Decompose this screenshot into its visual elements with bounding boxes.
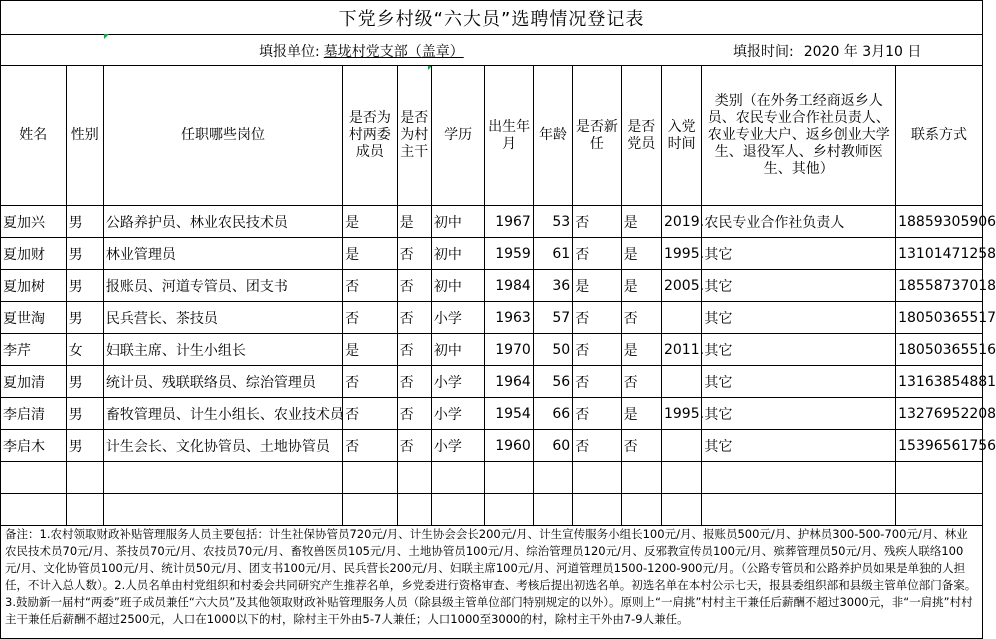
cell-education: 小学 bbox=[431, 398, 484, 430]
header-join-date: 入党时间 bbox=[661, 66, 701, 206]
header-row bbox=[1, 66, 983, 206]
cell-new bbox=[573, 462, 621, 494]
header-gender: 性别 bbox=[66, 66, 103, 206]
cell-category: 其它 bbox=[702, 334, 896, 366]
cell-name: 夏世淘 bbox=[1, 302, 67, 334]
filing-date-label: 填报时间: bbox=[733, 44, 794, 60]
cell-backbone: 否 bbox=[397, 302, 431, 334]
cell-committee bbox=[343, 462, 397, 494]
cell-join-date: 1995. bbox=[661, 238, 701, 270]
cell-positions: 计生会长、文化协管员、土地协管员 bbox=[103, 430, 342, 462]
cell-new: 否 bbox=[573, 366, 621, 398]
cell-party: 否 bbox=[621, 430, 661, 462]
cell-gender bbox=[66, 462, 103, 494]
cell-party: 否 bbox=[621, 302, 661, 334]
notes: 备注：1.农村领取财政补贴管理服务人员主要包括：计生社保协管员720元/月、计生协会会长200元/月、计生宣传服务小组长100元/月、报账员500元/月、护林员300-500-700元/月、林业农民技术员70元/月、茶技员70元/月、农技员70元/月、畜牧兽医员105元/月、土地协管员100元/月、综治管理员120元/月、反邪教宣传员100元/月、殡葬管理员50元/月、残疾人联络100元/月、文化协管员100元/月、统计员50元/月、团支书100元/月、民兵营长200元/月、妇联主席100元/月、河道管理员1500-1200-900元/月。（公路专管员和公路养护员如果是单独的人担任，不计入总人数）。2.人员名单由村党组织和村委会共同研究产生推荐名单，乡党委进行资格审查、考核后提出初选名单。初选名单在本村公示七天，报县委组织部和县级主管单位部门备案。3.鼓励新一届村“两委”班子成员兼任“六大员”及其他领取财政补贴管理服务人员（除县级主管单位部门特别规定的以外）。原则上“一肩挑”村村主干兼任后薪酬不超过3000元，非“一肩挑”村村主干兼任后薪酬不超过2500元，人口在1000以下的村，除村主干外由5-7人兼任；人口1000至3000的村，除村主干外由7-9人兼任。 bbox=[0, 522, 983, 639]
cell-join-date: 2005. bbox=[661, 270, 701, 302]
cell-birth: 1954 bbox=[485, 398, 533, 430]
header-backbone: 是否为村主干 bbox=[397, 66, 431, 206]
cell-category: 其它 bbox=[702, 302, 896, 334]
cell-gender: 男 bbox=[66, 238, 103, 270]
cell-category: 其它 bbox=[702, 238, 896, 270]
cell-join-date: 2011. bbox=[661, 334, 701, 366]
cell-phone: 18050365516 bbox=[896, 334, 983, 366]
cell-committee: 否 bbox=[343, 430, 397, 462]
cell-category: 其它 bbox=[702, 366, 896, 398]
cell-birth: 1963 bbox=[485, 302, 533, 334]
cell-gender: 男 bbox=[66, 302, 103, 334]
cell-join-date bbox=[661, 302, 701, 334]
cell-party: 是 bbox=[621, 206, 661, 238]
table-row bbox=[1, 430, 983, 462]
cell-category bbox=[702, 494, 896, 526]
cell-committee bbox=[343, 494, 397, 526]
cell-birth bbox=[485, 494, 533, 526]
cell-backbone: 否 bbox=[397, 430, 431, 462]
cell-join-date: 2019. bbox=[661, 206, 701, 238]
cell-category: 其它 bbox=[702, 270, 896, 302]
table-body bbox=[1, 206, 996, 526]
cell-backbone: 否 bbox=[397, 366, 431, 398]
cell-positions: 统计员、残联联络员、综治管理员 bbox=[103, 366, 342, 398]
header-category: 类别（在外务工经商返乡人员、农民专业合作社员责人、农业专业大户、返乡创业大学生、退役军人、乡村教师医生、其他） bbox=[702, 66, 896, 206]
cell-age: 57 bbox=[533, 302, 572, 334]
cell-new: 否 bbox=[573, 398, 621, 430]
cell-name bbox=[1, 462, 67, 494]
cell-backbone: 是 bbox=[397, 206, 431, 238]
filing-unit bbox=[259, 41, 464, 61]
table-row bbox=[1, 206, 983, 238]
header-positions: 任职哪些岗位 bbox=[103, 66, 342, 206]
filing-unit-label: 填报单位: bbox=[259, 44, 320, 60]
cell-positions: 妇联主席、计生小组长 bbox=[103, 334, 342, 366]
header-phone: 联系方式 bbox=[896, 66, 983, 206]
cell-birth bbox=[485, 462, 533, 494]
cell-party: 是 bbox=[621, 238, 661, 270]
cell-gender: 女 bbox=[66, 334, 103, 366]
cell-age: 53 bbox=[533, 206, 572, 238]
cell-positions: 畜牧管理员、计生小组长、农业技术员 bbox=[103, 398, 342, 430]
cell-positions bbox=[103, 494, 342, 526]
cell-category bbox=[702, 462, 896, 494]
cell-party bbox=[621, 494, 661, 526]
filing-unit-value: 墓垅村党支部（盖章） bbox=[323, 44, 464, 60]
cell-gender: 男 bbox=[66, 398, 103, 430]
cell-new: 否 bbox=[573, 430, 621, 462]
cell-education bbox=[431, 462, 484, 494]
info-row bbox=[0, 34, 983, 65]
cell-phone: 13163854881 bbox=[896, 366, 983, 398]
cell-gender: 男 bbox=[66, 206, 103, 238]
cell-committee: 否 bbox=[343, 270, 397, 302]
cell-gender bbox=[66, 494, 103, 526]
cell-phone: 18558737018 bbox=[896, 270, 983, 302]
filing-date bbox=[733, 41, 921, 61]
cell-phone: 15396561756 bbox=[896, 430, 983, 462]
cell-phone bbox=[896, 494, 983, 526]
cell-age: 66 bbox=[533, 398, 572, 430]
cell-join-date bbox=[661, 462, 701, 494]
cell-new: 是 bbox=[573, 270, 621, 302]
cell-party: 是 bbox=[621, 270, 661, 302]
cell-positions: 公路养护员、林业农民技术员 bbox=[103, 206, 342, 238]
table-row bbox=[1, 334, 983, 366]
cell-backbone: 否 bbox=[397, 334, 431, 366]
cell-birth: 1960 bbox=[485, 430, 533, 462]
cell-education: 初中 bbox=[431, 270, 484, 302]
sheet-title: 下党乡村级“六大员”选聘情况登记表 bbox=[338, 8, 645, 30]
cell-gender: 男 bbox=[66, 366, 103, 398]
cell-committee: 是 bbox=[343, 334, 397, 366]
cell-gender: 男 bbox=[66, 270, 103, 302]
header-committee: 是否为村两委成员 bbox=[343, 66, 397, 206]
cell-positions: 民兵营长、茶技员 bbox=[103, 302, 342, 334]
table-row bbox=[1, 270, 983, 302]
cell-positions bbox=[103, 462, 342, 494]
cell-education: 小学 bbox=[431, 302, 484, 334]
cell-committee: 否 bbox=[343, 398, 397, 430]
cell-education: 初中 bbox=[431, 206, 484, 238]
personnel-table bbox=[0, 65, 996, 526]
cell-new bbox=[573, 494, 621, 526]
filing-date-value: 2020 年 3月10 日 bbox=[803, 44, 922, 60]
cell-new: 否 bbox=[573, 206, 621, 238]
cell-committee: 是 bbox=[343, 238, 397, 270]
cell-name: 夏加兴 bbox=[1, 206, 67, 238]
table-row bbox=[1, 398, 983, 430]
header-party: 是否党员 bbox=[621, 66, 661, 206]
cell-gender: 男 bbox=[66, 430, 103, 462]
cell-committee: 是 bbox=[343, 206, 397, 238]
cell-education: 小学 bbox=[431, 366, 484, 398]
cell-comment-marker bbox=[104, 34, 109, 39]
cell-phone: 18859305906 bbox=[896, 206, 983, 238]
cell-phone: 13101471258 bbox=[896, 238, 983, 270]
cell-name: 李启清 bbox=[1, 398, 67, 430]
cell-age: 36 bbox=[533, 270, 572, 302]
cell-name bbox=[1, 494, 67, 526]
table-row bbox=[1, 238, 983, 270]
cell-phone bbox=[896, 462, 983, 494]
header-new: 是否新任 bbox=[573, 66, 621, 206]
cell-backbone: 否 bbox=[397, 238, 431, 270]
cell-backbone: 否 bbox=[397, 398, 431, 430]
header-name: 姓名 bbox=[1, 66, 67, 206]
cell-education: 初中 bbox=[431, 238, 484, 270]
header-birth: 出生年月 bbox=[485, 66, 533, 206]
cell-party: 是 bbox=[621, 334, 661, 366]
cell-birth: 1964 bbox=[485, 366, 533, 398]
cell-age: 60 bbox=[533, 430, 572, 462]
cell-committee: 否 bbox=[343, 302, 397, 334]
cell-education bbox=[431, 494, 484, 526]
header-age: 年龄 bbox=[533, 66, 572, 206]
cell-committee: 否 bbox=[343, 366, 397, 398]
cell-birth: 1967 bbox=[485, 206, 533, 238]
cell-party: 是 bbox=[621, 398, 661, 430]
empty-row bbox=[1, 494, 983, 526]
cell-name: 李芹 bbox=[1, 334, 67, 366]
empty-row bbox=[1, 462, 983, 494]
cell-party bbox=[621, 462, 661, 494]
cell-join-date bbox=[661, 366, 701, 398]
cell-education: 小学 bbox=[431, 430, 484, 462]
cell-category: 其它 bbox=[702, 398, 896, 430]
cell-join-date: 1995. bbox=[661, 398, 701, 430]
table-row bbox=[1, 302, 983, 334]
cell-name: 夏加财 bbox=[1, 238, 67, 270]
cell-party: 否 bbox=[621, 366, 661, 398]
cell-age: 50 bbox=[533, 334, 572, 366]
cell-backbone bbox=[397, 462, 431, 494]
cell-education: 初中 bbox=[431, 334, 484, 366]
header-education: 学历 bbox=[431, 66, 484, 206]
cell-category: 农民专业合作社负责人 bbox=[702, 206, 896, 238]
title-row bbox=[0, 0, 983, 34]
cell-birth: 1959 bbox=[485, 238, 533, 270]
cell-category: 其它 bbox=[702, 430, 896, 462]
cell-join-date bbox=[661, 494, 701, 526]
cell-backbone bbox=[397, 494, 431, 526]
cell-positions: 报账员、河道专管员、团支书 bbox=[103, 270, 342, 302]
cell-name: 李启木 bbox=[1, 430, 67, 462]
cell-new: 否 bbox=[573, 334, 621, 366]
table-row bbox=[1, 366, 983, 398]
cell-age: 56 bbox=[533, 366, 572, 398]
cell-birth: 1970 bbox=[485, 334, 533, 366]
cell-age bbox=[533, 462, 572, 494]
cell-birth: 1984 bbox=[485, 270, 533, 302]
cell-join-date bbox=[661, 430, 701, 462]
cell-phone: 13276952208 bbox=[896, 398, 983, 430]
cell-phone: 18050365517 bbox=[896, 302, 983, 334]
cell-age: 61 bbox=[533, 238, 572, 270]
cell-name: 夏加清 bbox=[1, 366, 67, 398]
cell-backbone: 否 bbox=[397, 270, 431, 302]
cell-new: 否 bbox=[573, 238, 621, 270]
cell-new: 否 bbox=[573, 302, 621, 334]
cell-name: 夏加树 bbox=[1, 270, 67, 302]
cell-age bbox=[533, 494, 572, 526]
cell-positions: 林业管理员 bbox=[103, 238, 342, 270]
